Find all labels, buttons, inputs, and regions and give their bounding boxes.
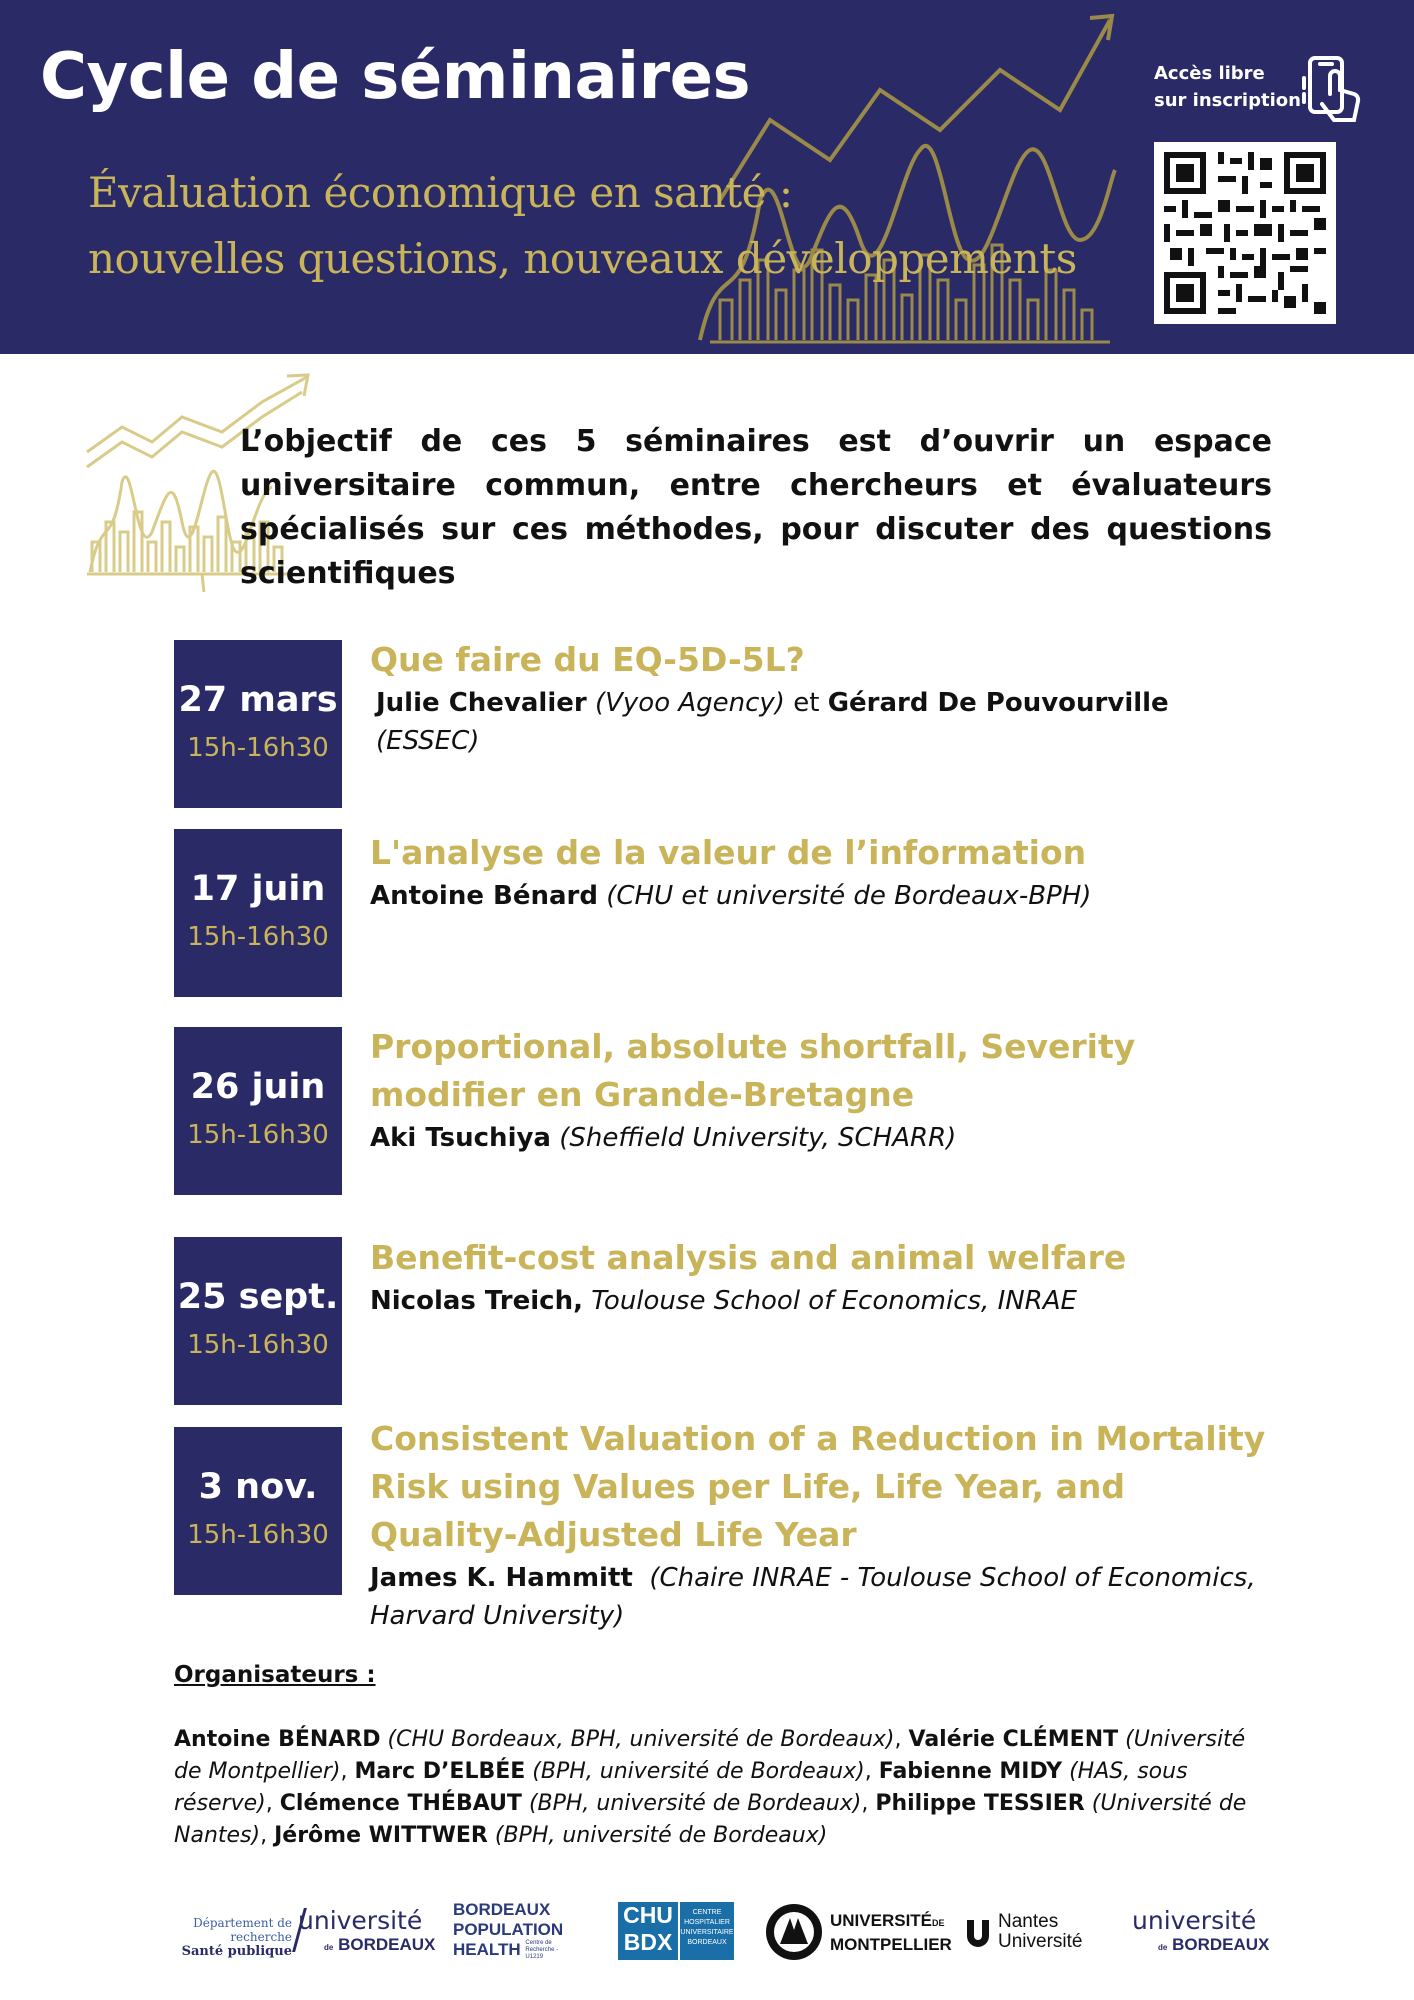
nantes-line-2: Université <box>998 1931 1083 1952</box>
organizer-name: Valérie CLÉMENT <box>908 1727 1119 1752</box>
ub-city: BORDEAUX <box>338 1935 436 1954</box>
dept-line-1: Département de recherche <box>193 1916 292 1944</box>
speaker-connector: et <box>793 688 820 718</box>
seminar-time: 15h-16h30 <box>187 1120 329 1150</box>
seminar-title: Benefit-cost analysis and animal welfare <box>370 1238 1127 1277</box>
speaker-affiliation: (Chaire INRAE - Toulouse School of Economics, <box>649 1563 1256 1593</box>
seminar-date: 27 mars <box>178 680 338 720</box>
seminar-1 <box>370 636 1270 760</box>
ub-word: université <box>298 1906 423 1935</box>
speaker-name: Aki Tsuchiya <box>370 1123 551 1153</box>
organizer-affiliation: (BPH, université de Bordeaux) <box>494 1823 828 1848</box>
organizer-name: Clémence THÉBAUT <box>279 1791 522 1816</box>
ub2-de: de <box>1158 1943 1168 1952</box>
seminar-speakers <box>370 1119 1270 1157</box>
seminar-time: 15h-16h30 <box>187 1520 329 1550</box>
date-box <box>174 1427 342 1595</box>
header-banner <box>0 0 1414 354</box>
chu-bordeaux-subtext <box>680 1902 734 1960</box>
ub-de: de <box>324 1943 334 1952</box>
subtitle-line-2: nouvelles questions, nouveaux développements <box>88 234 1077 283</box>
date-box <box>174 1237 342 1405</box>
chu-line-1: CHU <box>623 1902 673 1928</box>
phone-tap-icon <box>1302 54 1366 126</box>
seminar-date: 26 juin <box>190 1067 326 1107</box>
speaker-name: Antoine Bénard <box>370 881 598 911</box>
organizer-name: Marc D’ELBÉE <box>354 1759 526 1784</box>
chu-small-4: BORDEAUX <box>687 1939 727 1946</box>
seminar-title: L'analyse de la valeur de l’information <box>370 833 1087 872</box>
universite-montpellier-logo <box>830 1910 952 1956</box>
bph-line-3: HEALTH <box>453 1940 521 1959</box>
page-title: Cycle de séminaires <box>40 40 751 114</box>
speaker-name: Gérard De Pouvourville <box>827 688 1169 718</box>
nantes-universite-logo <box>998 1912 1082 1952</box>
access-line-1: Accès libre <box>1154 63 1265 84</box>
qr-code-graphic <box>1164 152 1326 314</box>
speaker-affiliation: (ESSEC) <box>376 726 480 756</box>
organizers-list: Antoine BÉNARD (CHU Bordeaux, BPH, université de Bordeaux), Valérie CLÉMENT (Université de Montpellier), Marc D’ELBÉE (BPH, université de Bordeaux), Fabienne MIDY (HAS, sous réserve), Clémence THÉBAUT (BPH, université de Bordeaux), Philippe TESSIER (Université de Nantes), Jérôme WITTWER (BPH, université de Bordeaux) <box>174 1727 1247 1848</box>
organizer-affiliation: (HAS, sous réserve) <box>174 1759 1188 1816</box>
partner-logos <box>0 1890 1414 1970</box>
nantes-line-1: Nantes <box>998 1911 1059 1932</box>
bph-line-2: POPULATION <box>453 1920 564 1939</box>
organizer-name: Fabienne MIDY <box>878 1759 1063 1784</box>
um-de: DE <box>932 1918 945 1928</box>
seminar-3 <box>370 1023 1270 1157</box>
intro-paragraph: L’objectif de ces 5 séminaires est d’ouvrir un espace universitaire commun, entre chercheurs et évaluateurs spécialisés sur ces méthodes, pour discuter des questions scientifiques <box>240 424 1272 591</box>
seminar-date: 17 juin <box>190 869 326 909</box>
um-line-1: UNIVERSITÉ <box>830 1911 933 1930</box>
dept-sante-publique-logo <box>142 1916 292 1959</box>
chu-bordeaux-logo <box>618 1902 678 1960</box>
dept-line-2: Santé publique <box>181 1944 292 1959</box>
seminar-speakers <box>370 1559 1330 1597</box>
organizer-affiliation: (BPH, université de Bordeaux) <box>532 1759 865 1784</box>
seminar-title-line: modifier en Grande-Bretagne <box>370 1075 915 1114</box>
ub2-city: BORDEAUX <box>1172 1935 1270 1954</box>
seminar-title: Que faire du EQ-5D-5L? <box>370 640 805 679</box>
organizer-affiliation: (BPH, université de Bordeaux) <box>528 1791 862 1816</box>
nantes-n-icon <box>964 1916 992 1948</box>
seminar-4 <box>370 1234 1270 1320</box>
date-box <box>174 640 342 808</box>
chu-small-3: UNIVERSITAIRE <box>680 1929 734 1936</box>
seminar-title-line: Consistent Valuation of a Reduction in Mortality <box>370 1419 1266 1458</box>
seminar-time: 15h-16h30 <box>187 733 329 763</box>
speaker-affiliation: Harvard University) <box>370 1601 625 1631</box>
seminar-speakers <box>370 1282 1270 1320</box>
universite-bordeaux-logo-2 <box>1132 1906 1269 1955</box>
seminar-date: 25 sept. <box>177 1277 339 1317</box>
organizer-affiliation: (Université de Montpellier) <box>174 1727 1246 1784</box>
ub2-word: université <box>1132 1906 1257 1935</box>
um-line-2: MONTPELLIER <box>830 1935 952 1954</box>
bordeaux-population-health-logo <box>453 1900 573 1961</box>
registration-qr-code[interactable] <box>1154 142 1336 324</box>
organizer-affiliation: (Université de Nantes) <box>174 1791 1247 1848</box>
organizer-name: Antoine BÉNARD <box>174 1727 381 1752</box>
chu-small-2: HOSPITALIER <box>684 1919 730 1926</box>
subtitle-line-1: Évaluation économique en santé : <box>88 168 793 217</box>
organizer-name: Jérôme WITTWER <box>274 1823 488 1848</box>
montpellier-seal-icon <box>764 1902 824 1962</box>
chu-small-1: CENTRE <box>692 1909 722 1916</box>
date-box <box>174 829 342 997</box>
seminar-speakers <box>370 684 1270 760</box>
speaker-affiliation: (Sheffield University, SCHARR) <box>559 1123 957 1153</box>
speaker-affiliation: (CHU et université de Bordeaux-BPH) <box>606 881 1092 911</box>
seminar-time: 15h-16h30 <box>187 922 329 952</box>
organizer-name: Philippe TESSIER <box>875 1791 1085 1816</box>
seminar-title-line: Proportional, absolute shortfall, Severity <box>370 1027 1136 1066</box>
speaker-name: Julie Chevalier <box>376 688 587 718</box>
seminar-2 <box>370 829 1270 915</box>
organizer-affiliation: (CHU Bordeaux, BPH, université de Bordeaux) <box>387 1727 895 1752</box>
seminar-time: 15h-16h30 <box>187 1330 329 1360</box>
seminar-5 <box>370 1415 1330 1635</box>
bph-line-1: BORDEAUX <box>453 1900 551 1919</box>
speaker-affiliation: (Vyoo Agency) <box>594 688 785 718</box>
speaker-name: Nicolas Treich, <box>370 1286 583 1316</box>
seminar-speakers <box>370 877 1270 915</box>
speaker-name: James K. Hammitt <box>370 1563 633 1593</box>
access-note <box>1154 60 1301 114</box>
seminar-speakers-continued <box>370 1597 1330 1635</box>
seminar-title-line: Risk using Values per Life, Life Year, and <box>370 1467 1125 1506</box>
seminar-title-line: Quality-Adjusted Life Year <box>370 1515 857 1554</box>
chu-line-2: BDX <box>623 1929 673 1955</box>
universite-bordeaux-logo <box>298 1906 435 1955</box>
speaker-affiliation: Toulouse School of Economics, INRAE <box>591 1286 1077 1316</box>
date-box <box>174 1027 342 1195</box>
bph-small: Centre de Recherche - U1219 <box>525 1940 559 1961</box>
access-line-2: sur inscription <box>1154 90 1301 111</box>
organizers-heading: Organisateurs : <box>174 1662 376 1688</box>
seminar-date: 3 nov. <box>198 1467 318 1507</box>
